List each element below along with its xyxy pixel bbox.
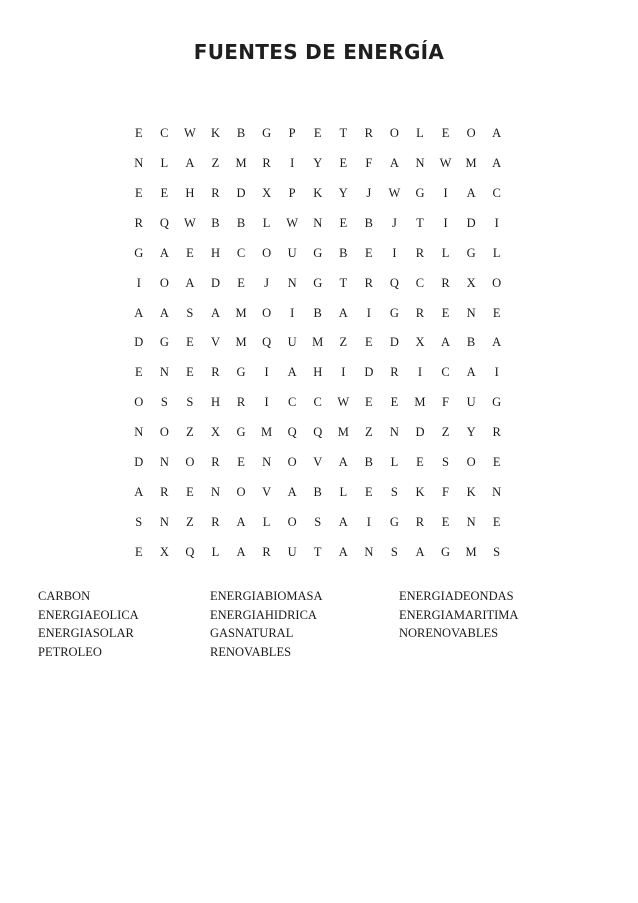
grid-letter: E — [134, 185, 143, 200]
grid-letter: G — [236, 365, 246, 380]
grid-letter: V — [262, 485, 272, 500]
grid-letter: G — [262, 126, 272, 140]
grid-letter: B — [364, 215, 374, 230]
grid-letter: E — [365, 245, 373, 260]
grid-letter: N — [210, 485, 220, 500]
grid-letter: B — [236, 126, 246, 140]
grid-letter: N — [492, 485, 502, 500]
grid-letter: L — [390, 455, 399, 470]
grid-letter: E — [492, 305, 501, 320]
grid-letter: I — [341, 365, 346, 380]
page-title: FUENTES DE ENERGÍA — [193, 40, 445, 64]
grid-letter: F — [442, 485, 449, 500]
grid-letter: G — [389, 305, 399, 320]
grid-letter: A — [492, 335, 502, 350]
grid-letter: U — [287, 245, 297, 260]
grid-letter: A — [185, 155, 195, 170]
grid-letter: E — [237, 455, 245, 470]
grid-letter: I — [392, 245, 397, 260]
grid-letter: T — [416, 215, 424, 230]
grid-letter: K — [415, 485, 425, 500]
grid-letter: R — [441, 275, 450, 290]
grid-letter: G — [492, 395, 502, 410]
grid-letter: Q — [262, 335, 272, 350]
grid-letter: M — [337, 425, 349, 440]
word-item: PETROLEO — [38, 644, 102, 659]
grid-letter: S — [314, 514, 322, 529]
grid-letter: B — [339, 245, 348, 260]
grid-letter: A — [236, 514, 246, 529]
word-list-column-3 — [399, 587, 518, 643]
grid-letter: A — [236, 544, 246, 559]
grid-letter: K — [466, 485, 476, 500]
grid-letter: X — [262, 185, 272, 200]
grid-letter: A — [159, 305, 169, 320]
grid-letter: P — [288, 185, 296, 200]
grid-letter: O — [185, 455, 195, 470]
grid-letter: A — [134, 485, 144, 500]
grid-letter: X — [159, 544, 169, 559]
grid-letter: B — [466, 335, 476, 350]
grid-letter: A — [338, 305, 348, 320]
grid-letter: J — [391, 215, 397, 230]
grid-letter: S — [160, 395, 168, 410]
grid-letter: M — [414, 395, 426, 410]
word-list-column-1 — [38, 587, 139, 661]
grid-letter: M — [312, 335, 324, 350]
grid-letter: R — [262, 155, 271, 170]
grid-letter: E — [186, 365, 194, 380]
word-item: RENOVABLES — [210, 644, 292, 659]
grid-letter: L — [262, 215, 271, 230]
grid-letter: E — [365, 395, 373, 410]
grid-letter: I — [494, 365, 499, 380]
grid-letter: I — [443, 185, 448, 200]
grid-letter: C — [287, 395, 297, 410]
grid-letter: A — [338, 455, 348, 470]
grid-letter: L — [262, 514, 271, 529]
grid-letter: L — [441, 245, 450, 260]
grid-letter: T — [313, 544, 322, 559]
grid-letter: Z — [339, 335, 348, 350]
grid-letter: O — [159, 425, 169, 440]
grid-letter: D — [364, 365, 374, 380]
grid-letter: E — [186, 335, 194, 350]
grid-letter: G — [313, 245, 323, 260]
grid-letter: I — [494, 215, 499, 230]
grid-letter: A — [466, 365, 476, 380]
grid-letter: I — [443, 215, 448, 230]
grid-letter: I — [290, 155, 295, 170]
grid-letter: M — [235, 155, 247, 170]
grid-letter: C — [441, 365, 450, 380]
grid-letter: C — [492, 185, 501, 200]
grid-letter: C — [236, 245, 246, 260]
grid-letter: N — [364, 544, 374, 559]
grid-letter: O — [287, 455, 297, 470]
grid-letter: U — [287, 544, 297, 559]
grid-letter: Q — [389, 275, 399, 290]
grid-letter: S — [135, 514, 143, 529]
grid-letter: R — [415, 245, 425, 260]
grid-letter: P — [288, 126, 296, 140]
grid-letter: W — [388, 185, 401, 200]
grid-letter: R — [262, 544, 271, 559]
grid-letter: D — [389, 335, 399, 350]
grid-letter: D — [236, 185, 246, 200]
grid-letter: E — [365, 335, 373, 350]
grid-letter: R — [211, 514, 220, 529]
grid-letter: E — [134, 365, 143, 380]
word-item: ENERGIASOLAR — [38, 626, 134, 640]
grid-letter: R — [415, 514, 425, 529]
grid-letter: R — [364, 275, 374, 290]
grid-letter: O — [262, 245, 272, 260]
grid-letter: F — [442, 395, 449, 410]
grid-letter: Z — [441, 425, 450, 440]
word-item: ENERGIAMARITIMA — [399, 607, 519, 622]
grid-letter: G — [313, 275, 323, 290]
grid-letter: G — [441, 544, 451, 559]
grid-letter: B — [313, 485, 322, 500]
grid-letter: E — [365, 485, 373, 500]
grid-letter: G — [415, 185, 425, 200]
grid-letter: L — [416, 126, 424, 140]
grid-letter: O — [262, 305, 272, 320]
grid-letter: A — [389, 155, 399, 170]
grid-letter: Z — [186, 425, 194, 440]
grid-letter: O — [236, 485, 246, 500]
grid-letter: A — [466, 185, 476, 200]
grid-letter: E — [441, 126, 450, 140]
grid-letter: I — [264, 365, 269, 380]
grid-letter: W — [184, 126, 196, 140]
grid-letter: W — [184, 215, 196, 230]
grid-letter: W — [439, 155, 452, 170]
grid-letter: E — [492, 455, 501, 470]
grid-letter: O — [287, 514, 297, 529]
grid-letter: Q — [313, 425, 323, 440]
grid-letter: O — [389, 126, 399, 140]
grid-letter: O — [466, 455, 476, 470]
grid-letter: A — [492, 155, 502, 170]
grid-letter: R — [415, 305, 425, 320]
grid-letter: G — [134, 245, 144, 260]
grid-letter: U — [466, 395, 476, 410]
grid-letter: L — [160, 155, 169, 170]
grid-letter: T — [339, 126, 348, 140]
grid-letter: C — [160, 126, 169, 140]
grid-letter: N — [159, 514, 169, 529]
grid-letter: D — [210, 275, 220, 290]
grid-letter: B — [211, 215, 220, 230]
grid-letter: I — [290, 305, 295, 320]
grid-letter: L — [492, 245, 501, 260]
grid-letter: T — [339, 275, 348, 290]
grid-letter: E — [186, 485, 194, 500]
word-item: ENERGIAHIDRICA — [210, 607, 317, 622]
word-item: CARBON — [38, 589, 91, 603]
grid-letter: V — [210, 335, 220, 350]
grid-letter: R — [160, 485, 169, 500]
grid-letter: E — [134, 126, 143, 140]
grid-letter: K — [210, 126, 220, 140]
grid-letter: N — [313, 215, 323, 230]
grid-letter: Z — [186, 514, 194, 529]
grid-letter: Z — [365, 425, 373, 440]
grid-letter: Y — [338, 185, 348, 200]
grid-letter: S — [186, 305, 194, 320]
grid-letter: R — [211, 185, 220, 200]
grid-letter: G — [236, 425, 246, 440]
grid-letter: A — [492, 126, 502, 140]
grid-letter: A — [287, 365, 297, 380]
grid-letter: I — [366, 305, 371, 320]
grid-letter: O — [134, 395, 144, 410]
grid-letter: I — [366, 514, 371, 529]
grid-letter: S — [390, 544, 398, 559]
grid-letter: S — [390, 485, 398, 500]
grid-letter: Y — [466, 425, 476, 440]
word-item: NORENOVABLES — [399, 626, 499, 640]
grid-letter: R — [134, 215, 143, 230]
grid-letter: D — [466, 215, 476, 230]
grid-letter: E — [492, 514, 501, 529]
grid-letter: X — [415, 335, 425, 350]
grid-letter: Z — [211, 155, 220, 170]
word-item: ENERGIADEONDAS — [399, 589, 514, 603]
grid-letter: Q — [287, 425, 297, 440]
grid-letter: M — [235, 335, 247, 350]
grid-letter: E — [441, 514, 450, 529]
grid-letter: H — [210, 395, 220, 410]
word-item: GASNATURAL — [210, 626, 294, 640]
grid-letter: C — [313, 395, 322, 410]
grid-letter: X — [210, 425, 220, 440]
grid-letter: Y — [313, 155, 323, 170]
grid-letter: H — [185, 185, 195, 200]
grid-letter: E — [416, 455, 424, 470]
grid-letter: C — [415, 275, 425, 290]
grid-letter: R — [390, 365, 399, 380]
grid-letter: E — [339, 155, 348, 170]
grid-letter: N — [262, 455, 272, 470]
grid-letter: E — [390, 395, 399, 410]
grid-letter: E — [134, 544, 143, 559]
grid-letter: S — [493, 544, 501, 559]
word-item: ENERGIAEOLICA — [38, 607, 139, 622]
grid-letter: S — [442, 455, 449, 470]
grid-letter: N — [415, 155, 425, 170]
grid-letter: N — [466, 305, 476, 320]
grid-letter: S — [186, 395, 194, 410]
grid-letter: N — [466, 514, 476, 529]
grid-letter: D — [415, 425, 425, 440]
grid-letter: A — [134, 305, 144, 320]
grid-letter: I — [264, 395, 269, 410]
grid-letter: M — [235, 305, 247, 320]
grid-letter: R — [364, 126, 374, 140]
grid-letter: M — [465, 155, 477, 170]
grid-letter: E — [237, 275, 245, 290]
grid-letter: A — [159, 245, 169, 260]
grid-letter: D — [134, 335, 144, 350]
grid-letter: X — [466, 275, 476, 290]
grid-letter: N — [287, 275, 297, 290]
grid-letter: I — [136, 275, 141, 290]
grid-letter: W — [286, 215, 299, 230]
grid-letter: R — [211, 455, 220, 470]
grid-letter: J — [264, 275, 270, 290]
word-item: ENERGIABIOMASA — [210, 589, 323, 603]
grid-letter: E — [313, 126, 322, 140]
grid-letter: E — [441, 305, 450, 320]
grid-letter: A — [338, 544, 348, 559]
grid-letter: N — [159, 455, 169, 470]
grid-letter: N — [159, 365, 169, 380]
grid-letter: E — [186, 245, 194, 260]
grid-letter: E — [339, 215, 348, 230]
grid-letter: F — [365, 155, 373, 170]
grid-letter: M — [465, 544, 477, 559]
grid-letter: D — [134, 455, 144, 470]
grid-letter: B — [313, 305, 322, 320]
grid-letter: A — [441, 335, 451, 350]
grid-letter: O — [492, 275, 502, 290]
grid-letter: A — [338, 514, 348, 529]
grid-letter: O — [466, 126, 476, 140]
grid-letter: J — [366, 185, 372, 200]
grid-letter: E — [160, 185, 169, 200]
grid-letter: H — [313, 365, 323, 380]
grid-letter: K — [313, 185, 323, 200]
grid-letter: R — [236, 395, 246, 410]
grid-letter: N — [389, 425, 399, 440]
grid-letter: Q — [185, 544, 195, 559]
grid-letter: G — [466, 245, 476, 260]
grid-letter: A — [287, 485, 297, 500]
grid-letter: L — [211, 544, 220, 559]
grid-letter: N — [134, 155, 144, 170]
grid-letter: A — [210, 305, 220, 320]
grid-letter: Q — [159, 215, 169, 230]
grid-letter: L — [339, 485, 348, 500]
grid-letter: A — [415, 544, 425, 559]
grid-letter: R — [492, 425, 501, 440]
grid-letter: I — [417, 365, 423, 380]
grid-letter: B — [364, 455, 374, 470]
grid-letter: R — [211, 365, 220, 380]
grid-letter: N — [134, 425, 144, 440]
grid-letter: B — [236, 215, 246, 230]
grid-letter: M — [261, 425, 273, 440]
grid-letter: G — [159, 335, 169, 350]
letter-grid — [126, 123, 509, 572]
grid-letter: G — [389, 514, 399, 529]
grid-letter: A — [185, 275, 195, 290]
grid-letter: O — [159, 275, 169, 290]
grid-letter: W — [337, 395, 350, 410]
word-list-column-2 — [210, 587, 323, 661]
grid-letter: V — [313, 455, 323, 470]
grid-letter: H — [210, 245, 220, 260]
grid-letter: U — [287, 335, 297, 350]
